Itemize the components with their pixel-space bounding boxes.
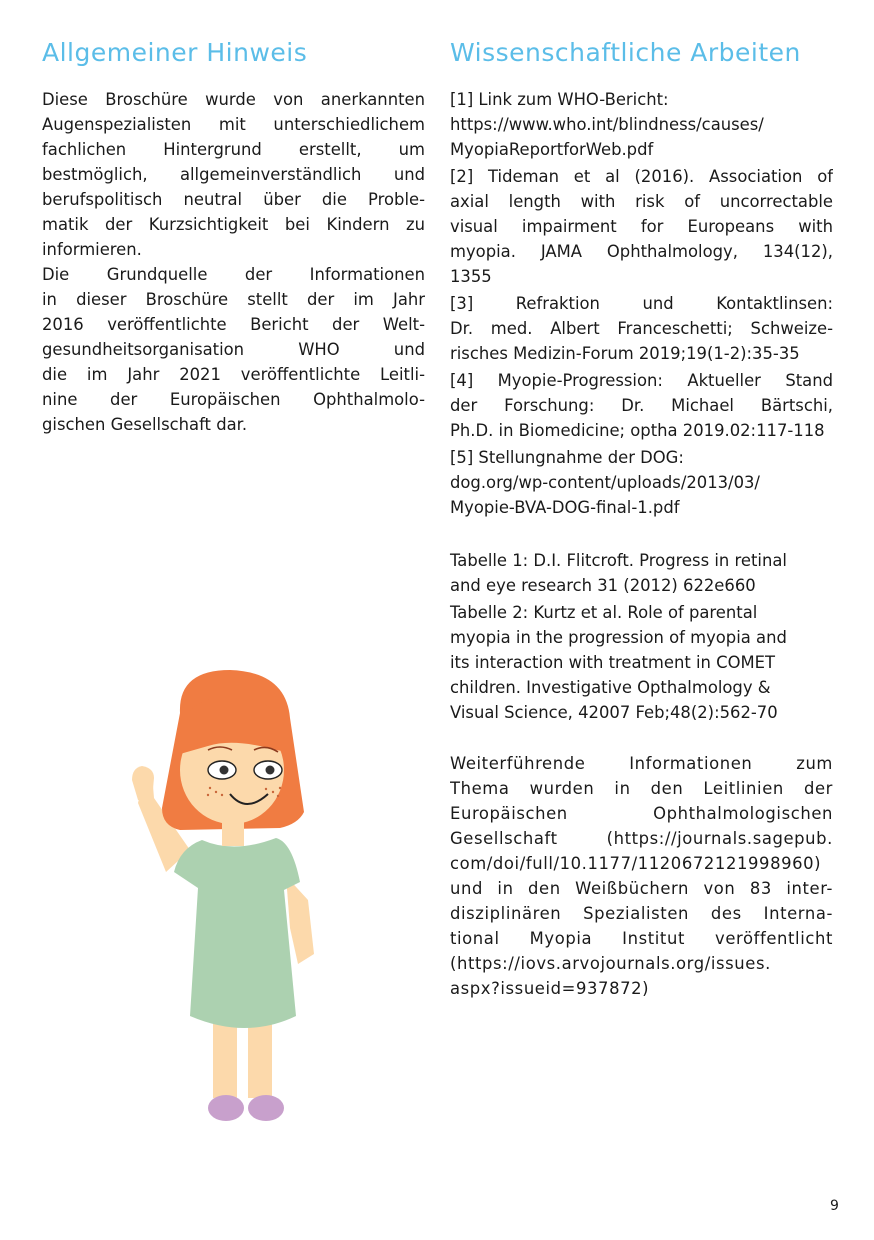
further-info-line: und in den Weißbüchern von 83 inter- xyxy=(450,879,833,898)
table-source-line: its interaction with treatment in COMET xyxy=(450,653,776,672)
reference-line: 1355 xyxy=(450,267,492,286)
right-leg xyxy=(248,1018,272,1098)
reference-line: myopia. JAMA Ophthalmology, 134(12), xyxy=(450,242,833,261)
table-source-line: Visual Science, 42007 Feb;48(2):562-70 xyxy=(450,703,778,722)
neck xyxy=(222,822,244,846)
left-shoe xyxy=(208,1095,244,1121)
paragraph-line: Diese Broschüre wurde von anerkannten xyxy=(42,90,425,109)
right-heading: Wissenschaftliche Arbeiten xyxy=(450,38,801,67)
reference-line: axial length with risk of uncorrectable xyxy=(450,192,833,211)
paragraph-line: Die Grundquelle der Informationen xyxy=(42,265,425,284)
reference-line: [1] Link zum WHO-Bericht: xyxy=(450,90,669,109)
references xyxy=(450,87,833,1001)
reference-line: [5] Stellungnahme der DOG: xyxy=(450,448,684,467)
paragraph-line: die im Jahr 2021 veröffentlichte Leitli- xyxy=(42,365,425,384)
further-info-line: tional Myopia Institut veröffentlicht xyxy=(450,929,833,948)
paragraph-line: Augenspezialisten mit unterschiedlichem xyxy=(42,115,425,134)
table-source-line: and eye research 31 (2012) 622e660 xyxy=(450,576,756,595)
page-number: 9 xyxy=(830,1198,839,1214)
left-heading: Allgemeiner Hinweis xyxy=(42,38,308,67)
reference-line: risches Medizin-Forum 2019;19(1-2):35-35 xyxy=(450,344,800,363)
paragraph-line: 2016 veröffentlichte Bericht der Welt- xyxy=(42,315,425,334)
paragraph-line: berufspolitisch neutral über die Proble- xyxy=(42,190,425,209)
dress xyxy=(174,838,300,1028)
paragraph-line: informieren. xyxy=(42,240,142,259)
further-info-line: Weiterführende Informationen zum xyxy=(450,754,833,773)
left-leg xyxy=(213,1018,237,1098)
girl-illustration xyxy=(118,668,338,1128)
reference-line: der Forschung: Dr. Michael Bärtschi, xyxy=(450,396,833,415)
reference-line: Myopie-BVA-DOG-final-1.pdf xyxy=(450,498,680,517)
paragraph-line: bestmöglich, allgemeinverständlich und xyxy=(42,165,425,184)
reference-line: Dr. med. Albert Franceschetti; Schweize- xyxy=(450,319,833,338)
right-arm xyxy=(286,876,314,964)
reference-line: [3] Refraktion und Kontaktlinsen: xyxy=(450,294,833,313)
paragraph-line: gesundheitsorganisation WHO und xyxy=(42,340,425,359)
right-shoe xyxy=(248,1095,284,1121)
further-info-line: aspx?issueid=937872) xyxy=(450,979,650,998)
paragraph-line: fachlichen Hintergrund erstellt, um xyxy=(42,140,425,159)
further-info-line: Europäischen Ophthalmologischen xyxy=(450,804,833,823)
further-info-line: Thema wurden in den Leitlinien der xyxy=(450,779,833,798)
paragraph-line: in dieser Broschüre stellt der im Jahr xyxy=(42,290,425,309)
reference-line: Ph.D. in Biomedicine; optha 2019.02:117-118 xyxy=(450,421,825,440)
table-source-line: Tabelle 2: Kurtz et al. Role of parental xyxy=(450,603,758,622)
reference-line: [4] Myopie-Progression: Aktueller Stand xyxy=(450,371,833,390)
further-info-line: disziplinären Spezialisten des Interna- xyxy=(450,904,833,923)
raised-hand xyxy=(132,766,154,800)
paragraph-line: nine der Europäischen Ophthalmolo- xyxy=(42,390,425,409)
table-source-line: myopia in the progression of myopia and xyxy=(450,628,787,647)
reference-line: visual impairment for Europeans with xyxy=(450,217,833,236)
reference-line: https://www.who.int/blindness/causes/ xyxy=(450,115,764,134)
left-body-text xyxy=(42,87,425,437)
reference-line: dog.org/wp-content/uploads/2013/03/ xyxy=(450,473,760,492)
reference-line: [2] Tideman et al (2016). Association of xyxy=(450,167,833,186)
reference-line: MyopiaReportforWeb.pdf xyxy=(450,140,654,159)
table-source-line: Tabelle 1: D.I. Flitcroft. Progress in retinal xyxy=(450,551,787,570)
paragraph-line: gischen Gesellschaft dar. xyxy=(42,415,248,434)
table-source-line: children. Investigative Opthalmology & xyxy=(450,678,771,697)
further-info-line: Gesellschaft (https://journals.sagepub. xyxy=(450,829,833,848)
further-info-line: com/doi/full/10.1177/1120672121998960) xyxy=(450,854,822,873)
further-info-line: (https://iovs.arvojournals.org/issues. xyxy=(450,954,771,973)
paragraph-line: matik der Kurzsichtigkeit bei Kindern zu xyxy=(42,215,425,234)
